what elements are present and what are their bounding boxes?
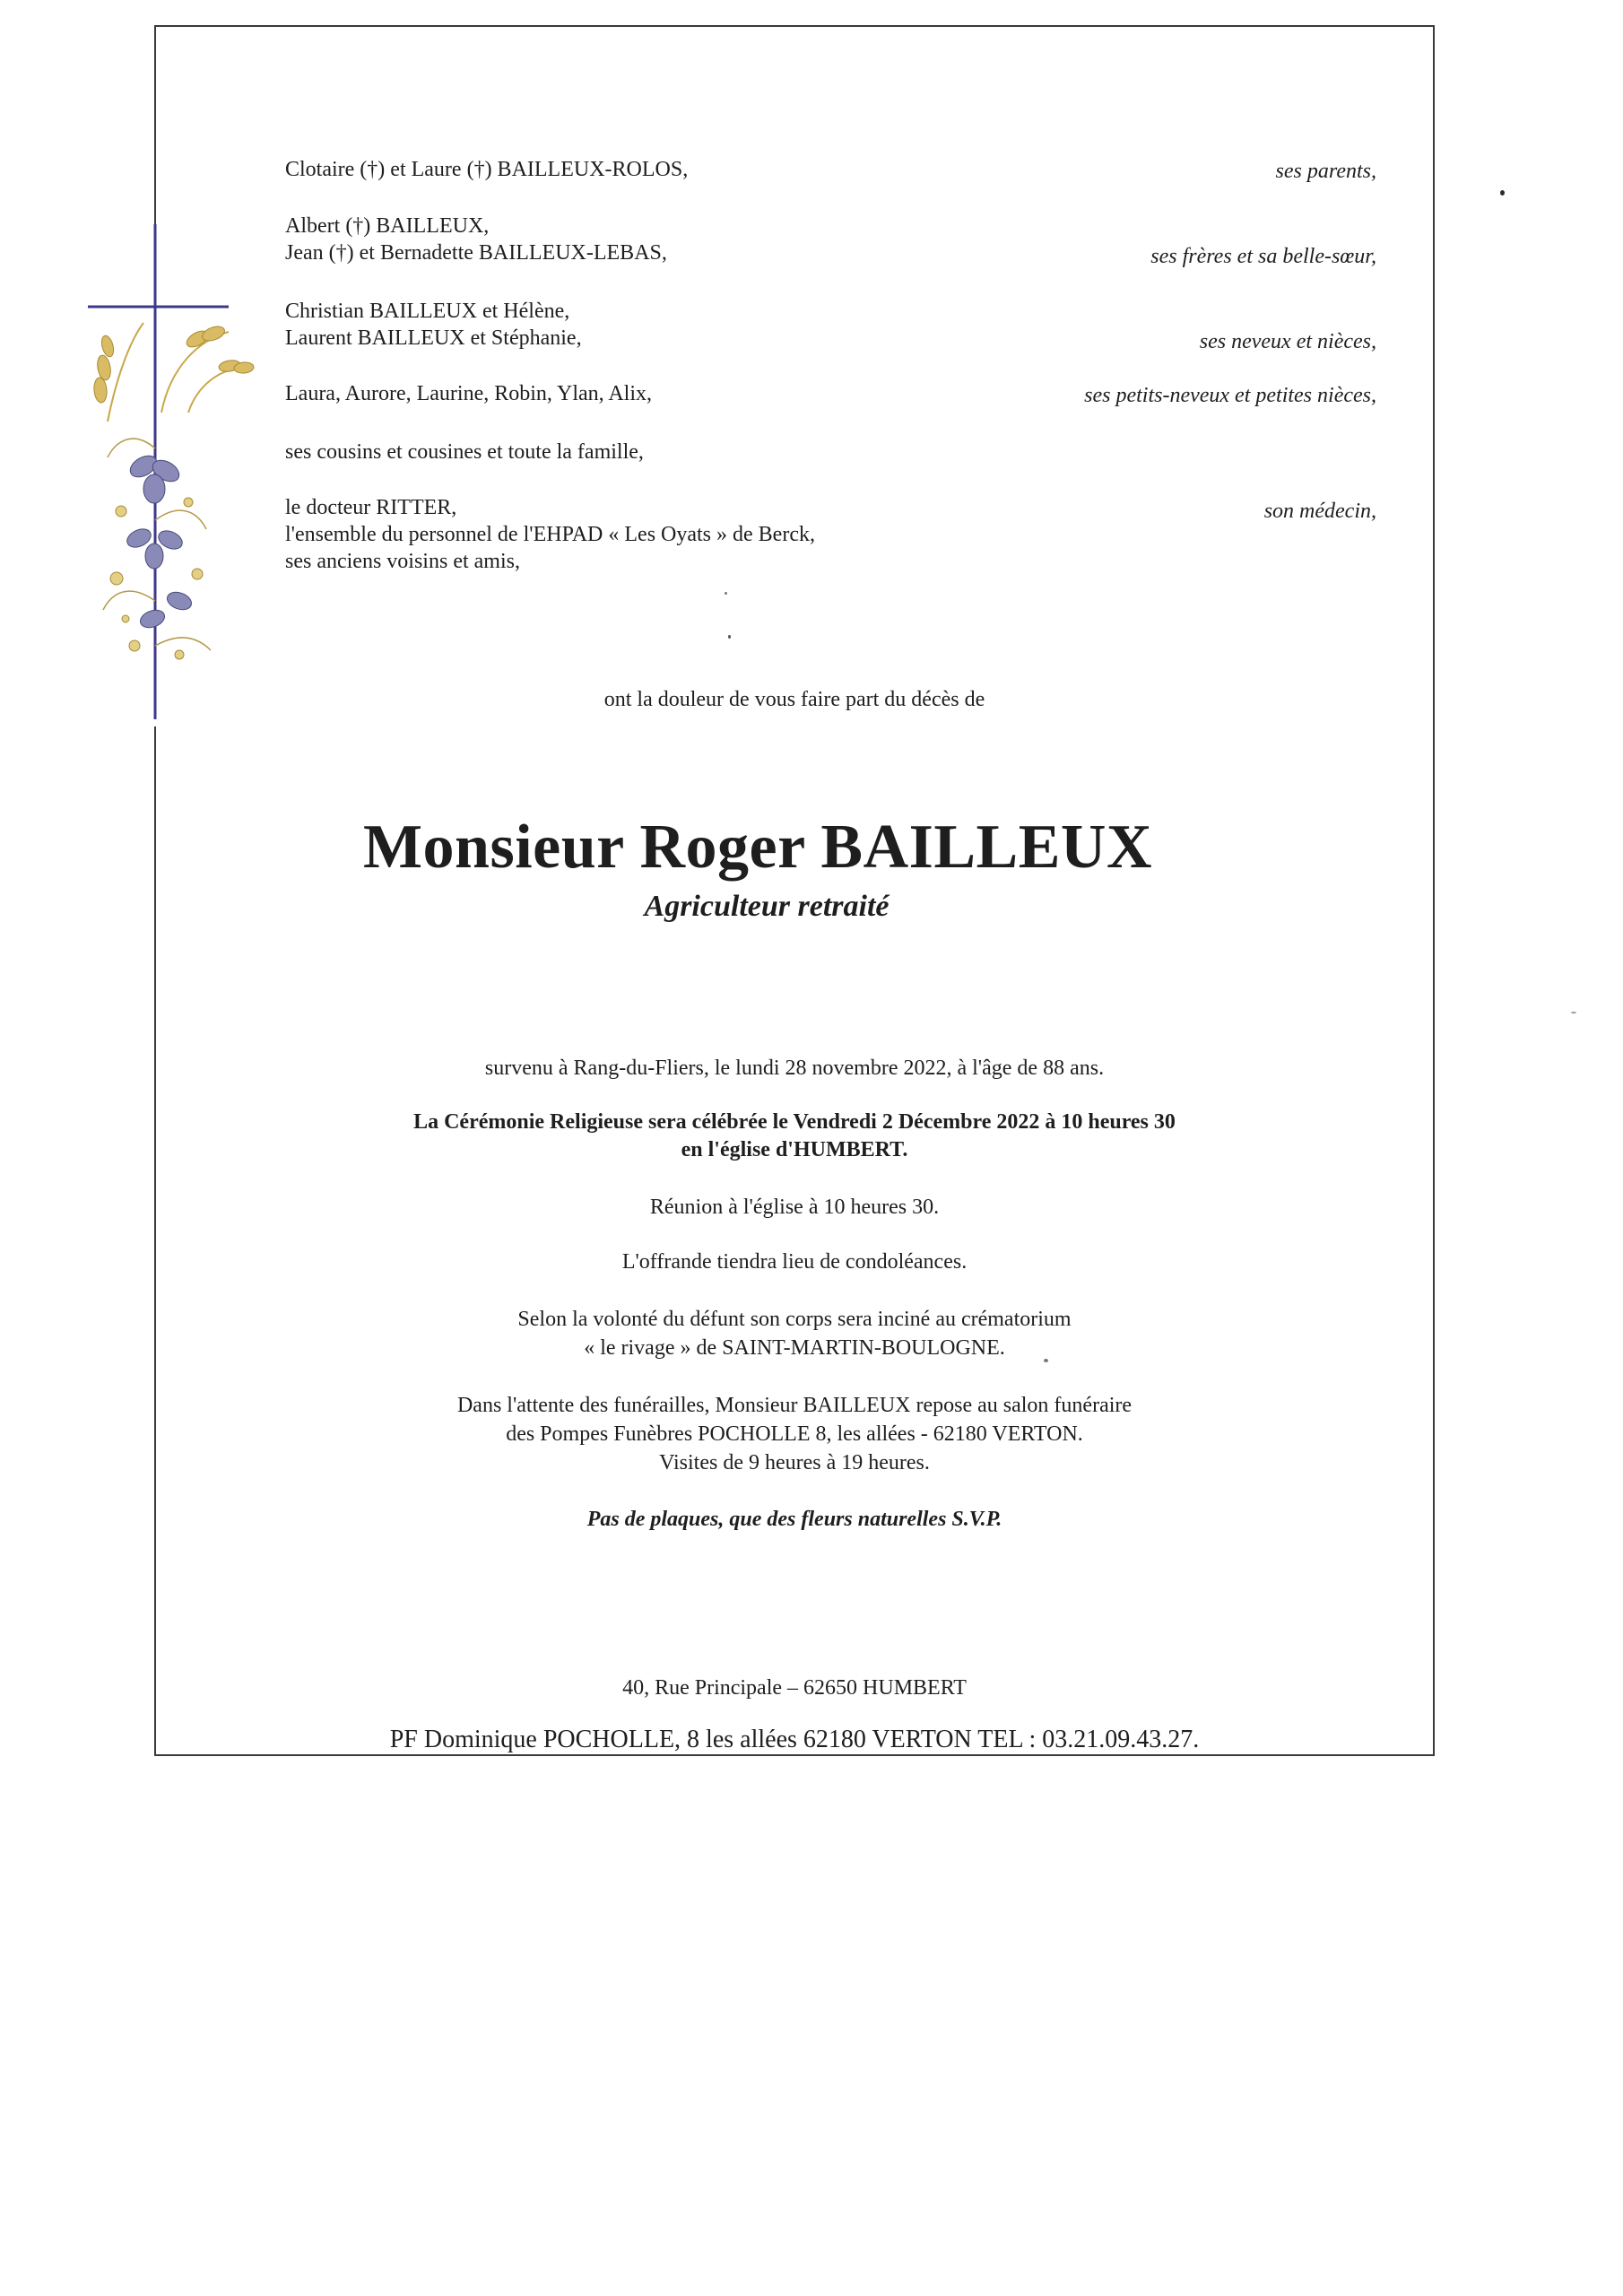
rest-info-line2: des Pompes Funèbres POCHOLLE 8, les allées - 62180 VERTON. [506, 1422, 1083, 1446]
scan-speck [728, 635, 731, 639]
flowers-note: Pas de plaques, que des fleurs naturelles S.V.P. [586, 1508, 1002, 1531]
relation-label: ses petits-neveux et petites nièces, [1084, 384, 1376, 407]
family-line: ses anciens voisins et amis, [285, 550, 520, 573]
death-info: survenu à Rang-du-Fliers, le lundi 28 novembre 2022, à l'âge de 88 ans. [484, 1057, 1105, 1080]
cremation-info-line2: « le rivage » de SAINT-MARTIN-BOULOGNE. [584, 1336, 1005, 1360]
rest-info-line1: Dans l'attente des funérailles, Monsieur BAILLEUX repose au salon funéraire [456, 1394, 1133, 1417]
relation-label: ses parents, [1275, 160, 1376, 183]
meeting-info: Réunion à l'église à 10 heures 30. [649, 1196, 940, 1219]
deceased-name: Monsieur Roger BAILLEUX [362, 813, 1153, 882]
family-line: ses cousins et cousines et toute la famille, [285, 440, 644, 464]
deceased-title: Agriculteur retraité [644, 890, 890, 923]
cross-with-wheat-and-flowers-icon [54, 224, 269, 726]
rest-info-line3: Visites de 9 heures à 19 heures. [659, 1451, 930, 1474]
funeral-home-info: PF Dominique POCHOLLE, 8 les allées 62180 VERTON TEL : 03.21.09.43.27. [389, 1726, 1200, 1753]
scan-speck [1571, 1012, 1576, 1013]
family-line: Jean (†) et Bernadette BAILLEUX-LEBAS, [285, 241, 667, 265]
family-line: Laura, Aurore, Laurine, Robin, Ylan, Alix, [285, 382, 653, 405]
scan-speck [725, 592, 727, 595]
announcement-text: ont la douleur de vous faire part du décès de [603, 688, 985, 711]
relation-label: ses frères et sa belle-sœur, [1150, 245, 1376, 268]
scan-speck [1500, 190, 1505, 196]
family-line: l'ensemble du personnel de l'EHPAD « Les Oyats » de Berck, [285, 523, 815, 546]
relation-label: son médecin, [1263, 500, 1376, 523]
family-line: Albert (†) BAILLEUX, [285, 214, 490, 238]
family-line: le docteur RITTER, [285, 496, 457, 519]
scan-speck [1044, 1359, 1048, 1362]
family-line: Christian BAILLEUX et Hélène, [285, 300, 570, 323]
relation-label: ses neveux et nièces, [1199, 330, 1376, 353]
family-line: Clotaire (†) et Laure (†) BAILLEUX-ROLOS, [285, 158, 689, 181]
family-address: 40, Rue Principale – 62650 HUMBERT [622, 1676, 967, 1700]
cremation-info-line1: Selon la volonté du défunt son corps sera inciné au crématorium [517, 1308, 1072, 1331]
family-line: Laurent BAILLEUX et Stéphanie, [285, 326, 582, 350]
ceremony-info-line1: La Cérémonie Religieuse sera célébrée le Vendredi 2 Décembre 2022 à 10 heures 30 [413, 1110, 1176, 1134]
offering-info: L'offrande tiendra lieu de condoléances. [621, 1250, 968, 1274]
ceremony-info-line2: en l'église d'HUMBERT. [681, 1138, 908, 1161]
